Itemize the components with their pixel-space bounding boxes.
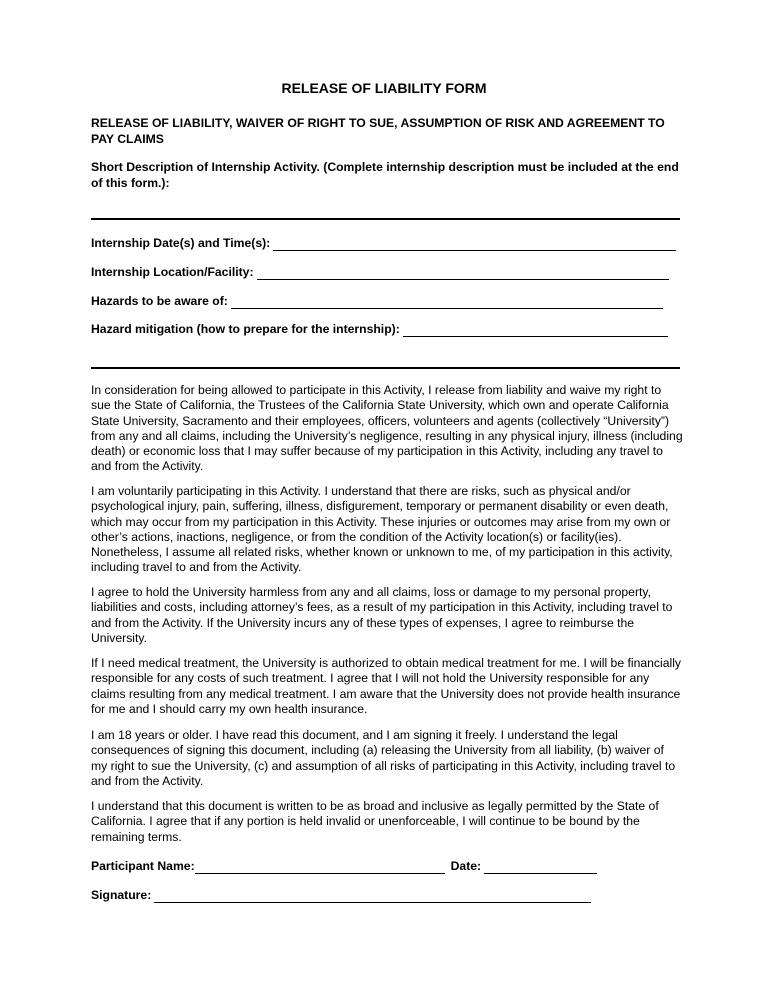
voluntary-participation-paragraph: I am voluntarily participating in this Activity. I understand that there are risks, such as physical and/or psychological injury, pain, suffering, illness, disfigurement, temporary or permanent disability or even death, which may occur from my participation in this Activity. These injuries or outcomes may arise from my own or other’s actions, inactions, negligence, or from the condition of the Activity location(s) or facility(ies). Nonetheless, I assume all related risks, whether known or unknown to me, of my participation in this activity, including travel to and from the Activity.	[91, 484, 673, 575]
participant-name-field[interactable]	[195, 862, 445, 874]
section-divider	[91, 367, 680, 369]
signature-row	[91, 888, 591, 903]
internship-location-label: Internship Location/Facility:	[91, 265, 254, 279]
participant-row	[91, 859, 597, 874]
hazard-mitigation-label: Hazard mitigation (how to prepare for the internship):	[91, 322, 400, 336]
internship-dates-field[interactable]	[273, 239, 676, 251]
form-subtitle: RELEASE OF LIABILITY, WAIVER OF RIGHT TO SUE, ASSUMPTION OF RISK AND AGREEMENT TO PAY CLAIMS	[91, 116, 665, 146]
release-paragraph: In consideration for being allowed to participate in this Activity, I release from liability and waive my right to sue the State of California, the Trustees of the California State University, which own and operate California State University, Sacramento and their employees, officers, volunteers and agents (collectively “University”) from any and all claims, including the University’s negligence, resulting in any physical injury, illness (including death) or economic loss that I may suffer because of my participation in this Activity, including any travel to and from the Activity.	[91, 383, 683, 474]
form-title: RELEASE OF LIABILITY FORM	[281, 80, 487, 96]
internship-location-row	[91, 265, 669, 280]
hazard-mitigation-field[interactable]	[403, 325, 668, 337]
hold-harmless-paragraph: I agree to hold the University harmless from any and all claims, loss or damage to my personal property, liabilities and costs, including attorney’s fees, as a result of my participation in this Activity, including travel to and from the Activity. If the University incurs any of these types of expenses, I agree to reimburse the University.	[91, 585, 673, 645]
hazards-label: Hazards to be aware of:	[91, 294, 228, 308]
short-description-line[interactable]	[91, 218, 680, 220]
participant-name-label: Participant Name:	[91, 859, 195, 873]
internship-location-field[interactable]	[257, 268, 669, 280]
hazards-row	[91, 294, 663, 309]
internship-dates-label: Internship Date(s) and Time(s):	[91, 236, 271, 250]
severability-paragraph: I understand that this document is written to be as broad and inclusive as legally permitted by the State of California. I agree that if any portion is held invalid or unenforceable, I will continue to be bound by the remaining terms.	[91, 799, 659, 844]
hazards-field[interactable]	[231, 297, 663, 309]
signature-field[interactable]	[154, 891, 591, 903]
date-label: Date:	[450, 859, 482, 873]
short-description-label: Short Description of Internship Activity. (Complete internship description must be included at the end of this form.):	[91, 160, 679, 190]
internship-dates-row	[91, 236, 676, 251]
medical-treatment-paragraph: If I need medical treatment, the University is authorized to obtain medical treatment for me. I will be financially responsible for any costs of such treatment. I agree that I will not hold the University responsible for any claims resulting from any medical treatment. I am aware that the University does not provide health insurance for me and I should carry my own health insurance.	[91, 656, 682, 716]
age-consent-paragraph: I am 18 years or older. I have read this document, and I am signing it freely. I understand the legal consequences of signing this document, including (a) releasing the University from all liability, (b) waiver of my right to sue the University, (c) and assumption of all risks of participating in this Activity, including travel to and from the Activity.	[91, 728, 676, 788]
signature-label: Signature:	[91, 888, 152, 902]
hazard-mitigation-row	[91, 322, 668, 337]
date-field[interactable]	[484, 862, 597, 874]
